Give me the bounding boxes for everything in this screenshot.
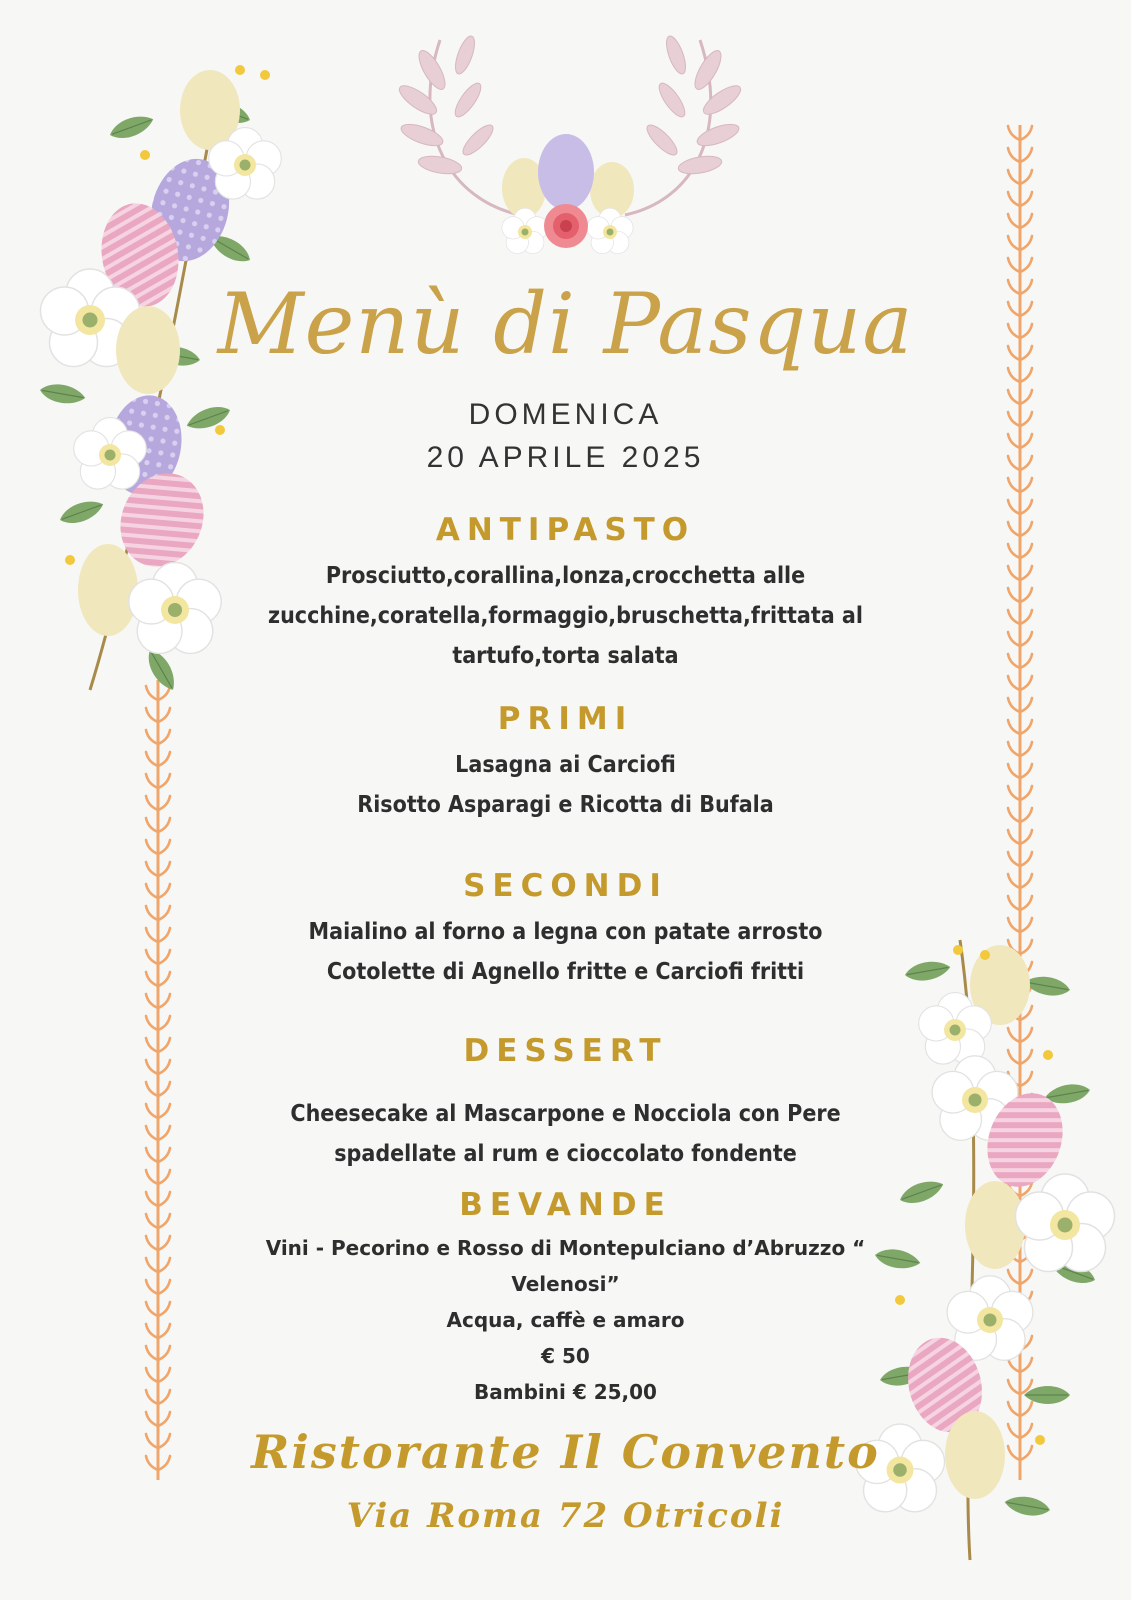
drink-line: Acqua, caffè e amaro xyxy=(446,1308,685,1332)
section-heading-primi: PRIMI xyxy=(497,701,634,737)
price-adult: € 50 xyxy=(541,1344,590,1368)
dish-line: Maialino al forno a legna con patate arrosto xyxy=(308,919,823,945)
price-children: Bambini € 25,00 xyxy=(474,1380,657,1404)
date-full: 20 APRILE 2025 xyxy=(426,441,705,474)
dish-line: Lasagna ai Carciofi xyxy=(455,752,676,778)
section-heading-bevande: BEVANDE xyxy=(459,1187,672,1223)
drink-line: Velenosi” xyxy=(511,1272,620,1296)
dish-line: Cheesecake al Mascarpone e Nocciola con Pere xyxy=(290,1101,841,1127)
section-heading-secondi: SECONDI xyxy=(463,868,668,904)
drink-line: Vini - Pecorino e Rosso di Montepulciano d’Abruzzo “ xyxy=(265,1236,866,1260)
dish-line: spadellate al rum e cioccolato fondente xyxy=(334,1141,797,1167)
section-heading-dessert: DESSERT xyxy=(463,1033,668,1069)
restaurant-address: Via Roma 72 Otricoli xyxy=(346,1496,785,1536)
dish-line: Prosciutto,corallina,lonza,crocchetta alle xyxy=(325,563,806,589)
restaurant-name: Ristorante Il Convento xyxy=(251,1425,880,1479)
wreath-egg-icon xyxy=(395,34,744,254)
dish-line: tartufo,torta salata xyxy=(452,643,679,669)
dish-line: Cotolette di Agnello fritte e Carciofi fritti xyxy=(326,959,805,985)
date-day: DOMENICA xyxy=(468,398,663,431)
dish-line: zucchine,coratella,formaggio,bruschetta,frittata al xyxy=(268,603,863,629)
dish-line: Risotto Asparagi e Ricotta di Bufala xyxy=(357,792,774,818)
menu-title: Menù di Pasqua xyxy=(217,275,914,373)
section-heading-antipasto: ANTIPASTO xyxy=(435,512,696,548)
